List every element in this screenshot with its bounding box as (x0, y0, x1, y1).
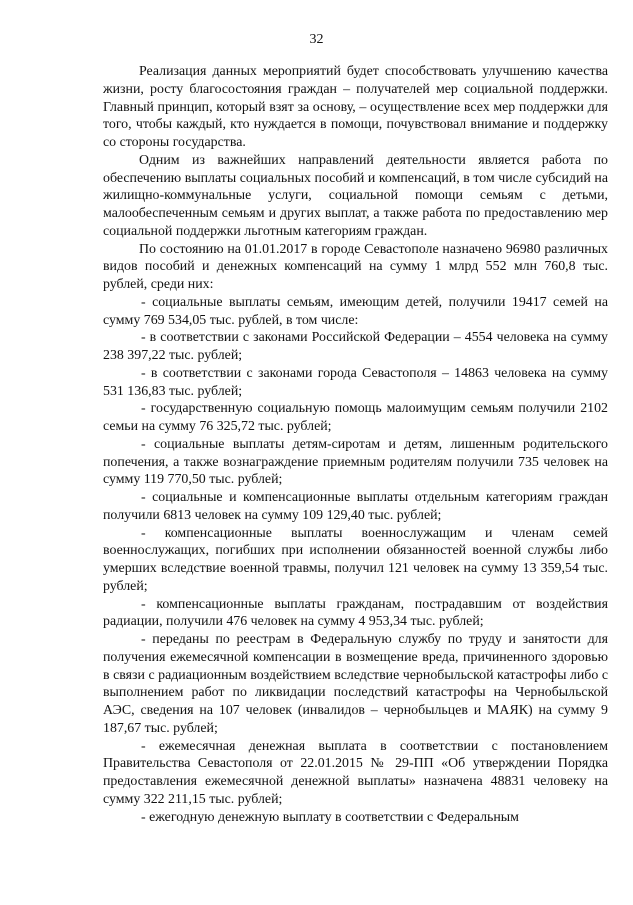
list-item: - социальные и компенсационные выплаты отдельным категориям граждан получили 6813 человек на сумму 109 129,40 тыс. рублей; (103, 490, 608, 523)
list-item: - социальные выплаты семьям, имеющим детей, получили 19417 семей на сумму 769 534,05 тыс. рублей, в том числе: (103, 294, 608, 328)
paragraph-intro: Реализация данных мероприятий будет способствовать улучшению качества жизни, росту благосостояния граждан – получателей мер социальной поддержки. Главный принцип, который взят за основу, – осуществление всех мер поддержки для того, чтобы каждый, кто нуждается в помощи, почувствовал внимание и поддержку со стороны государства. (103, 64, 608, 150)
list-item: - в соответствии с законами Российской Федерации – 4554 человека на сумму 238 397,22 тыс. рублей; (103, 330, 608, 363)
list-item: - компенсационные выплаты гражданам, пострадавшим от воздействия радиации, получили 476 человек на сумму 4 953,34 тыс. рублей; (103, 596, 608, 630)
list-item: - социальные выплаты детям-сиротам и детям, лишенным родительского попечения, а также вознаграждение приемным родителям получили 735 человек на сумму 119 770,50 тыс. рублей; (103, 436, 608, 488)
paragraph-main-directions: Одним из важнейших направлений деятельности является работа по обеспечению выплаты социальных пособий и компенсаций, в том числе субсидий на жилищно-коммунальные услуги, социальной помощи семьям с детьми, малообеспеченным семьям и других выплат, а также работа по предоставлению мер социальной поддержки льготным категориям граждан. (103, 152, 608, 239)
document-body (103, 63, 608, 826)
page-number: 32 (309, 32, 324, 47)
list-item: - в соответствии с законами города Севастополя – 14863 человека на сумму 531 136,83 тыс. рублей; (103, 365, 608, 399)
paragraph-status-summary: По состоянию на 01.01.2017 в городе Севастополе назначено 96980 различных видов пособий и денежных компенсаций на сумму 1 млрд 552 млн 760,8 тыс. рублей, среди них: (103, 241, 608, 292)
list-item: - ежегодную денежную выплату в соответствии с Федеральным (141, 809, 519, 825)
list-item: - переданы по реестрам в Федеральную службу по труду и занятости для получения ежемесячной компенсации в возмещение вреда, причиненного здоровью в связи с радиационным воздействием вследствие чернобыльской катастрофы либо с выполнением работ по ликвидации последствий катастрофы на Чернобыльской АЭС, сведения на 107 человек (инвалидов – чернобыльцев и МАЯК) на сумму 9 187,67 тыс. рублей; (103, 632, 608, 736)
list-item: - государственную социальную помощь малоимущим семьям получили 2102 семьи на сумму 76 325,72 тыс. рублей; (103, 401, 608, 434)
list-item: - компенсационные выплаты военнослужащим и членам семей военнослужащих, погибших при исполнении обязанностей военной службы либо умерших вследствие военной травмы, получил 121 человек на сумму 13 359,54 тыс. рублей; (103, 525, 608, 594)
list-item: - ежемесячная денежная выплата в соответствии с постановлением Правительства Севастополя от 22.01.2015 № 29-ПП «Об утверждении Порядка предоставления ежемесячной денежной выплаты» назначена 48831 человеку на сумму 322 211,15 тыс. рублей; (103, 738, 608, 807)
